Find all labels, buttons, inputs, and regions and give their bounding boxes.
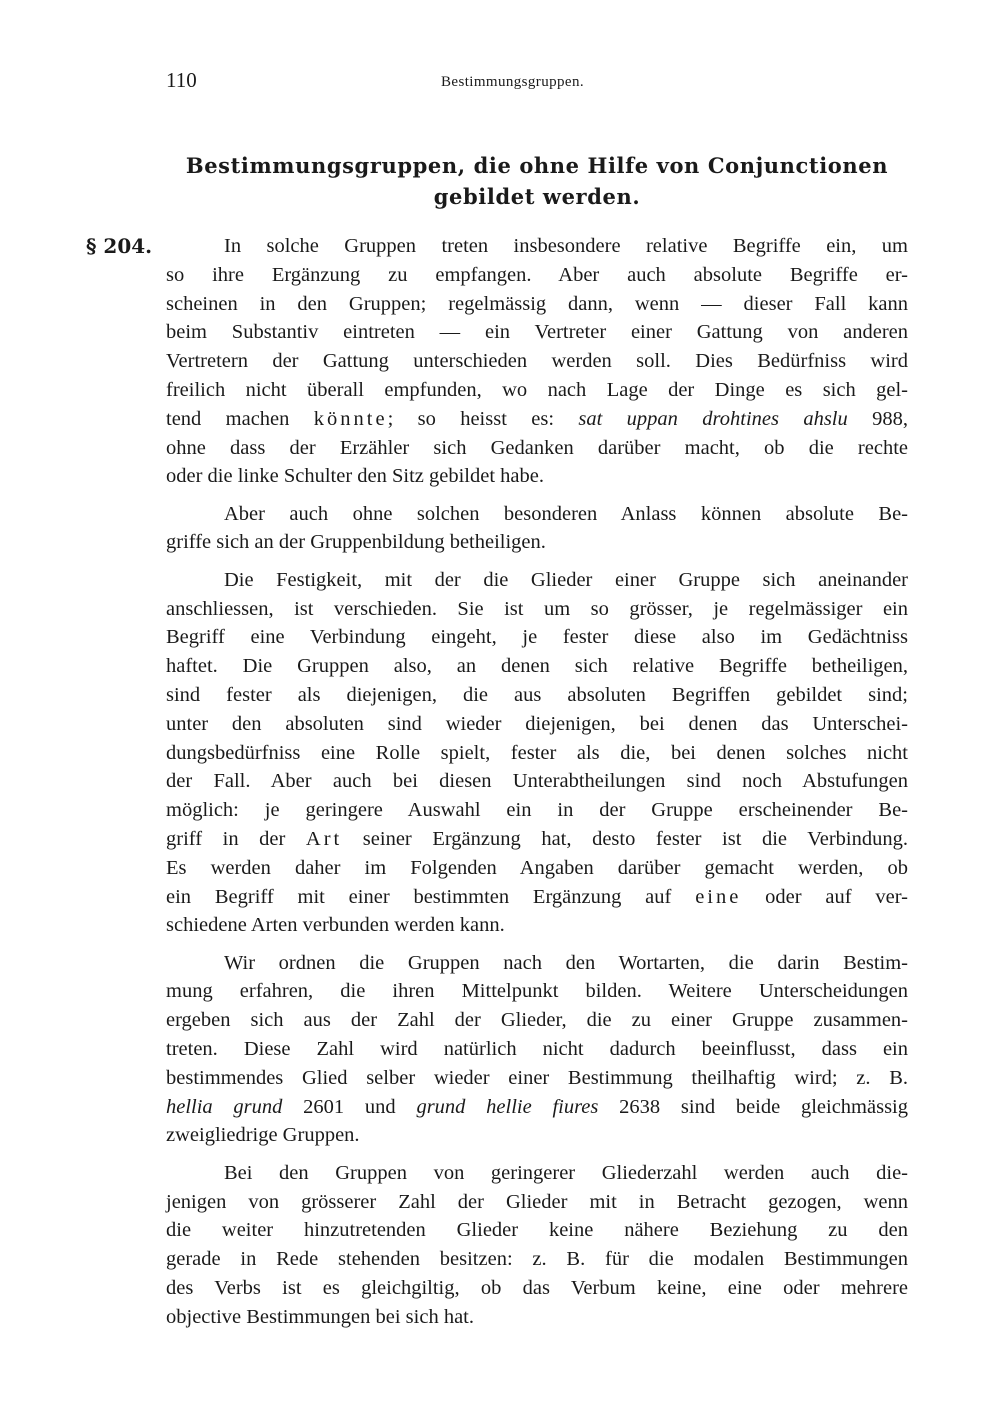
text-line [166,652,908,681]
text-line [166,854,908,883]
paragraph-gap [166,557,908,566]
text-line [166,681,908,710]
text-segment: schiedene Arten verbunden werden kann. [166,914,505,937]
text-segment: scheinen in den Gruppen; regelmässig dann, wenn — dieser Fall kann [166,292,908,315]
text-segment: beim Substantiv eintreten — ein Vertreter einer Gattung von anderen [166,321,908,344]
text-segment: die weiter hinzutretenden Glieder keine nähere Beziehung zu den [166,1219,908,1242]
text-line [166,528,908,557]
text-segment: seiner Ergänzung hat, desto fester ist die Verbindung. [342,827,908,850]
text-line [166,1064,908,1093]
text-line [166,623,908,652]
text-line [166,405,908,434]
text-segment: Aber auch ohne solchen besonderen Anlass können absolute Be- [224,502,908,525]
text-segment: Die Festigkeit, mit der die Glieder einer Gruppe sich aneinander [224,568,908,591]
text-line [166,1006,908,1035]
text-segment: ohne dass der Erzähler sich Gedanken darüber macht, ob die rechte [166,436,908,459]
text-line [166,911,908,940]
text-segment: möglich: je geringere Auswahl ein in der Gruppe erscheinender Be- [166,799,908,822]
italic-citation: hellia grund [166,1095,283,1118]
text-line [166,883,908,912]
text-line [166,767,908,796]
text-line [166,739,908,768]
text-segment: Vertretern der Gattung unterschieden werden soll. Dies Bedürfniss wird [166,350,908,373]
text-line [166,290,908,319]
text-segment: Bei den Gruppen von geringerer Gliederzahl werden auch die- [224,1161,908,1184]
chapter-title-line-2: gebildet werden. [433,184,641,209]
text-segment: griff in der [166,827,306,850]
text-line [166,1188,908,1217]
spaced-emphasis: Art [305,827,343,850]
text-line [166,566,908,595]
text-line [166,595,908,624]
chapter-title [166,150,908,212]
text-segment: anschliessen, ist verschieden. Sie ist um so grösser, je regelmässiger ein [166,597,908,620]
text-segment: des Verbs ist es gleichgiltig, ob das Verbum keine, eine oder mehrere [166,1276,908,1299]
text-segment: objective Bestimmungen bei sich hat. [166,1305,475,1328]
text-segment: ergeben sich aus der Zahl der Glieder, die zu einer Gruppe zusammen- [166,1009,908,1032]
text-segment: oder die linke Schulter den Sitz gebildet habe. [166,465,544,488]
text-line [166,1035,908,1064]
paragraph [166,232,908,491]
text-segment: oder auf ver- [741,885,908,908]
text-line [166,825,908,854]
text-segment: 988, [847,407,908,430]
text-line [166,1093,908,1122]
text-segment: so ihre Ergänzung zu empfangen. Aber auch absolute Begriffe er- [166,263,908,286]
text-line [166,376,908,405]
text-segment: der Fall. Aber auch bei diesen Unterabtheilungen sind noch Abstufungen [166,770,908,793]
spaced-emphasis: könnte [313,407,388,430]
text-line [166,1159,908,1188]
text-segment: Wir ordnen die Gruppen nach den Wortarten, die darin Bestim- [224,951,908,974]
text-line [166,318,908,347]
text-segment: jenigen von grösserer Zahl der Glieder mit in Betracht gezogen, wenn [166,1190,908,1213]
text-segment: griffe sich an der Gruppenbildung betheiligen. [166,531,546,554]
text-segment: zweigliedrige Gruppen. [166,1124,360,1147]
paragraph-gap [166,491,908,500]
text-segment: bestimmendes Glied selber wieder einer Bestimmung theilhaftig wird; z. B. [166,1066,908,1089]
text-segment: sind fester als diejenigen, die aus absoluten Begriffen gebildet sind; [166,683,908,706]
text-segment: freilich nicht überall empfunden, wo nach Lage der Dinge es sich gel- [166,378,908,401]
text-segment: haftet. Die Gruppen also, an denen sich relative Begriffe betheiligen, [166,655,908,678]
body-text [166,232,908,1331]
text-line [166,710,908,739]
text-segment: mung erfahren, die ihren Mittelpunkt bilden. Weitere Unterscheidungen [166,980,908,1003]
spaced-emphasis: eine [695,885,742,908]
text-segment: dungsbedürfniss eine Rolle spielt, fester als die, bei denen solches nicht [166,741,908,764]
page-number: 110 [166,68,197,92]
text-line [166,232,908,261]
text-segment: unter den absoluten sind wieder diejenigen, bei denen das Unterschei- [166,712,908,735]
paragraph [166,1159,908,1332]
chapter-title-line-1: Bestimmungsgruppen, die ohne Hilfe von Conjunctionen [185,153,889,178]
section-number: § 204. [86,234,153,258]
text-line [166,1303,908,1332]
page-header [166,68,908,100]
text-line [166,949,908,978]
running-head: Bestimmungsgruppen. [441,74,585,90]
text-segment: Begriff eine Verbindung eingeht, je fester diese also im Gedächtniss [166,626,908,649]
text-segment: treten. Diese Zahl wird natürlich nicht dadurch beeinflusst, dass ein [166,1038,908,1061]
paragraph-gap [166,940,908,949]
paragraph [166,949,908,1151]
text-line [166,434,908,463]
text-line [166,1245,908,1274]
text-segment: In solche Gruppen treten insbesondere relative Begriffe ein, um [224,235,908,257]
text-line [166,977,908,1006]
text-line [166,1121,908,1150]
text-segment: ; so heisst es: [387,407,579,430]
text-segment: tend machen [166,407,314,430]
text-segment: Es werden daher im Folgenden Angaben darüber gemacht werden, ob [166,856,908,879]
italic-citation: sat uppan drohtines ahslu [578,407,848,430]
text-line [166,1216,908,1245]
text-line [166,347,908,376]
text-line [166,1274,908,1303]
text-line [166,462,908,491]
text-segment: 2638 sind beide gleichmässig [598,1095,908,1118]
text-segment: 2601 und [282,1095,417,1118]
italic-citation: grund hellie fiures [416,1095,599,1118]
paragraph [166,566,908,940]
text-segment: gerade in Rede stehenden besitzen: z. B. für die modalen Bestimmungen [166,1248,908,1271]
text-segment: ein Begriff mit einer bestimmten Ergänzung auf [166,885,696,908]
paragraph-gap [166,1150,908,1159]
text-line [166,261,908,290]
paragraph [166,500,908,558]
text-line [166,500,908,529]
text-line [166,796,908,825]
